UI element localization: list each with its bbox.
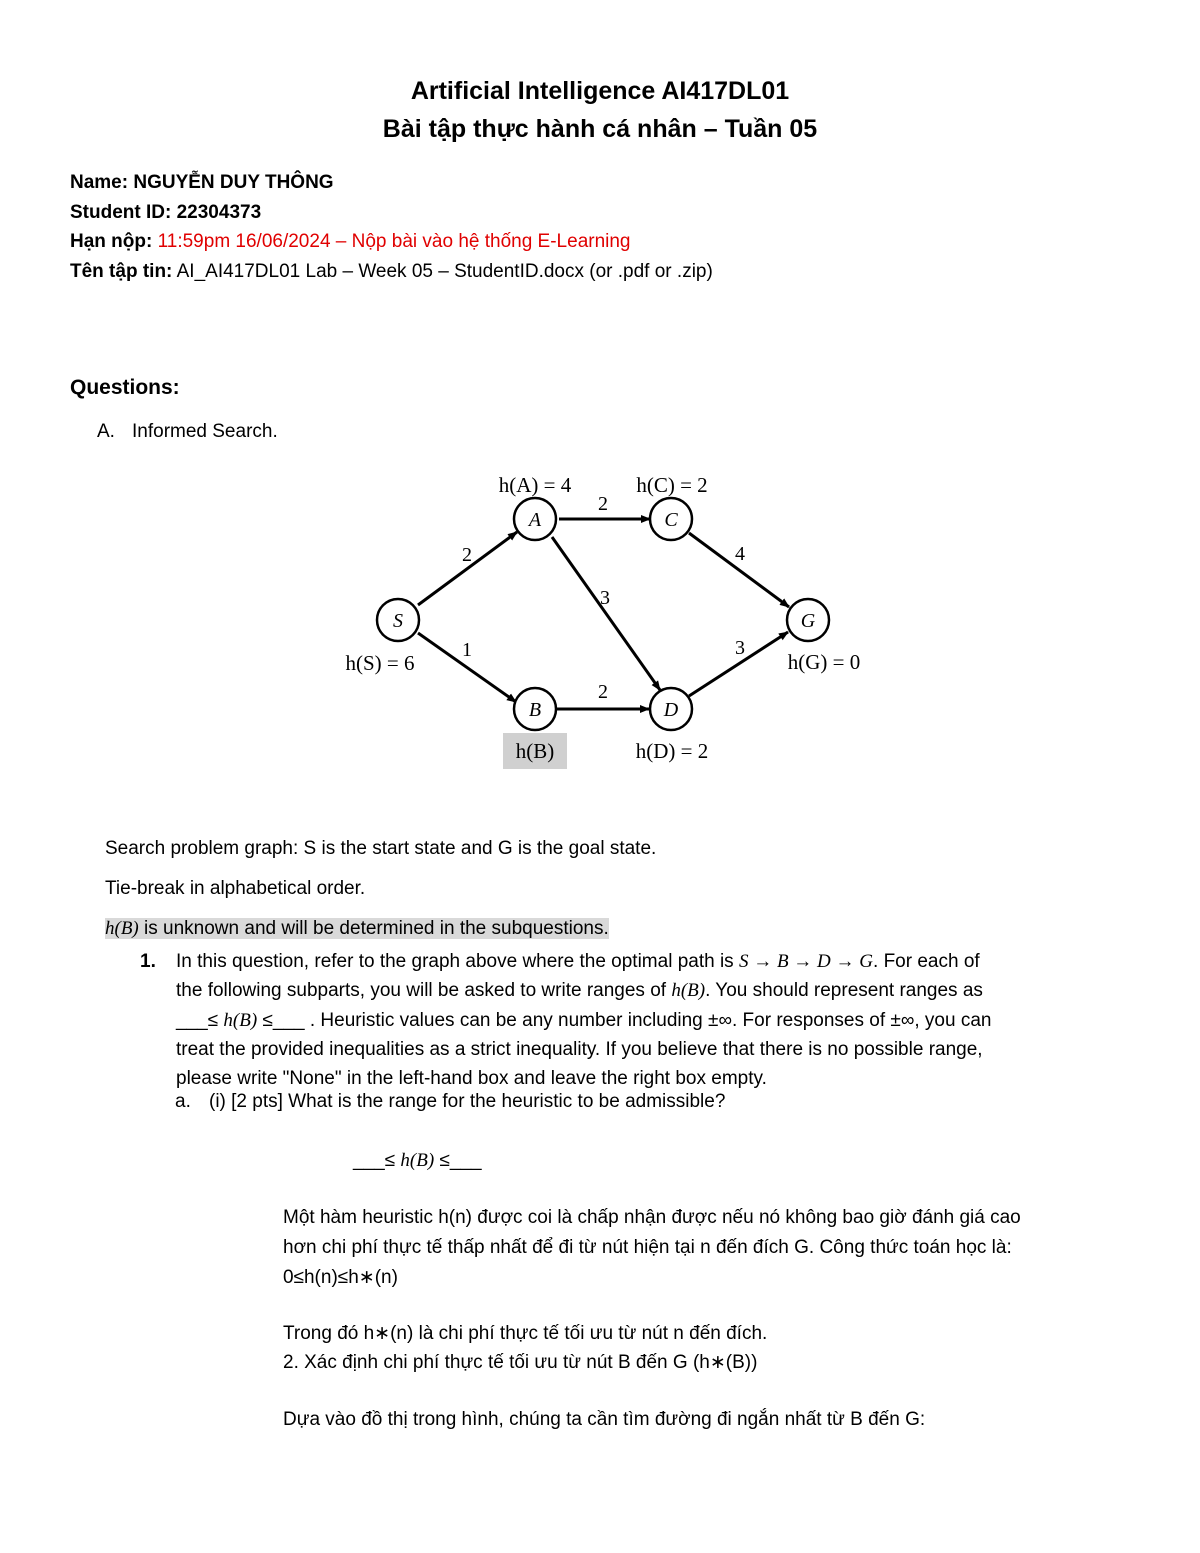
h-d-label: h(D) = 2 xyxy=(635,739,709,763)
name-line xyxy=(70,172,334,194)
answer-line-2: hơn chi phí thực tế thấp nhất để đi từ nút hiện tại n đến đích G. Công thức toán học là: xyxy=(283,1237,1012,1258)
document-title: Artificial Intelligence AI417DL01 xyxy=(410,77,790,105)
question-1a xyxy=(175,1091,725,1113)
answer-line-5: 2. Xác định chi phí thực tế tối ưu từ nút B đến G (h∗(B)) xyxy=(283,1352,758,1373)
question-1a-text: (i) [2 pts] What is the range for the heuristic to be admissible? xyxy=(209,1091,726,1112)
q1-hb-math-2: h(B) xyxy=(223,1009,258,1031)
q1-text-c: the following subparts, you will be asked to write ranges of xyxy=(176,980,672,1002)
range-blank xyxy=(353,1150,482,1172)
question-1 xyxy=(140,947,1120,1093)
question-1-line-3 xyxy=(176,1006,1120,1035)
range-left-blank: ___≤ xyxy=(353,1150,401,1171)
question-1-line-2 xyxy=(176,976,1120,1005)
cost-a-d: 3 xyxy=(600,587,610,609)
name-value: NGUYỄN DUY THÔNG xyxy=(133,172,334,193)
node-s-label: S xyxy=(393,610,403,632)
question-1-line-5: please write "None" in the left-hand box and leave the right box empty. xyxy=(176,1068,767,1090)
h-g-label: h(G) = 0 xyxy=(787,650,861,674)
section-a xyxy=(97,421,278,443)
cost-b-d: 2 xyxy=(598,681,608,703)
edge-a-d xyxy=(552,537,660,690)
filename-label: Tên tập tin: xyxy=(70,261,173,282)
cost-a-c: 2 xyxy=(598,493,608,515)
answer-line-6: Dựa vào đồ thị trong hình, chúng ta cần tìm đường đi ngắn nhất từ B đến G: xyxy=(283,1409,926,1430)
unknown-hb-note xyxy=(105,918,609,940)
name-label: Name: xyxy=(70,172,129,193)
filename-value: AI_AI417DL01 Lab – Week 05 – StudentID.docx (or .pdf or .zip) xyxy=(176,261,713,282)
h-c-label: h(C) = 2 xyxy=(636,473,708,497)
q1-text-b: . For each of xyxy=(873,951,980,972)
cost-d-g: 3 xyxy=(735,637,745,659)
q1-text-e: ___≤ xyxy=(176,1009,224,1031)
student-id-line xyxy=(70,202,261,224)
h-a-label: h(A) = 4 xyxy=(498,473,572,497)
cost-s-a: 2 xyxy=(462,544,472,566)
h-b-label: h(B) xyxy=(515,739,555,763)
deadline-value: 11:59pm 16/06/2024 – Nộp bài vào hệ thống E-Learning xyxy=(157,231,631,252)
deadline-line xyxy=(70,231,631,253)
node-b-label: B xyxy=(528,699,542,721)
question-1-line-1 xyxy=(176,947,1120,976)
student-id-label: Student ID: xyxy=(70,202,172,223)
question-1-number: 1. xyxy=(140,951,156,972)
range-hb-math: h(B) xyxy=(400,1150,435,1171)
section-a-label: A. xyxy=(97,421,115,442)
problem-description: Search problem graph: S is the start state and G is the goal state. xyxy=(105,838,657,859)
answer-line-4: Trong đó h∗(n) là chi phí thực tế tối ưu từ nút n đến đích. xyxy=(283,1323,768,1344)
section-a-title: Informed Search. xyxy=(132,421,278,442)
cost-s-b: 1 xyxy=(462,639,472,661)
tie-break-note: Tie-break in alphabetical order. xyxy=(105,878,366,899)
node-c-label: C xyxy=(664,509,678,531)
unknown-hb-text: is unknown and will be determined in the subquestions. xyxy=(138,918,609,939)
deadline-label: Hạn nộp: xyxy=(70,231,153,252)
answer-line-1: Một hàm heuristic h(n) được coi là chấp nhận được nếu nó không bao giờ đánh giá cao xyxy=(283,1207,1021,1228)
q1-text-d: . You should represent ranges as xyxy=(705,980,983,1002)
student-id-value: 22304373 xyxy=(176,202,262,223)
edge-s-a xyxy=(418,532,517,605)
filename-line xyxy=(70,261,713,283)
q1-optimal-path: S → B → D → G xyxy=(738,951,874,972)
search-graph xyxy=(330,465,890,775)
q1-text-f: ≤___ . Heuristic values can be any number including ±∞. For responses of ±∞, you can xyxy=(257,1009,992,1031)
hb-math: h(B) xyxy=(105,918,139,939)
range-right-blank: ≤___ xyxy=(434,1150,482,1171)
node-d-label: D xyxy=(663,699,679,721)
question-1-line-4: treat the provided inequalities as a strict inequality. If you believe that there is no possible range, xyxy=(176,1038,983,1060)
h-s-label: h(S) = 6 xyxy=(345,651,415,675)
node-g-label: G xyxy=(800,610,816,632)
q1-text-a: In this question, refer to the graph above where the optimal path is xyxy=(176,951,739,972)
answer-line-3: 0≤h(n)≤h∗(n) xyxy=(283,1267,398,1288)
node-a-label: A xyxy=(528,509,542,531)
question-1a-label: a. xyxy=(175,1091,191,1112)
questions-heading: Questions: xyxy=(70,376,180,399)
cost-c-g: 4 xyxy=(735,543,745,565)
q1-hb-math: h(B) xyxy=(671,980,706,1002)
document-subtitle: Bài tập thực hành cá nhân – Tuần 05 xyxy=(382,115,818,143)
